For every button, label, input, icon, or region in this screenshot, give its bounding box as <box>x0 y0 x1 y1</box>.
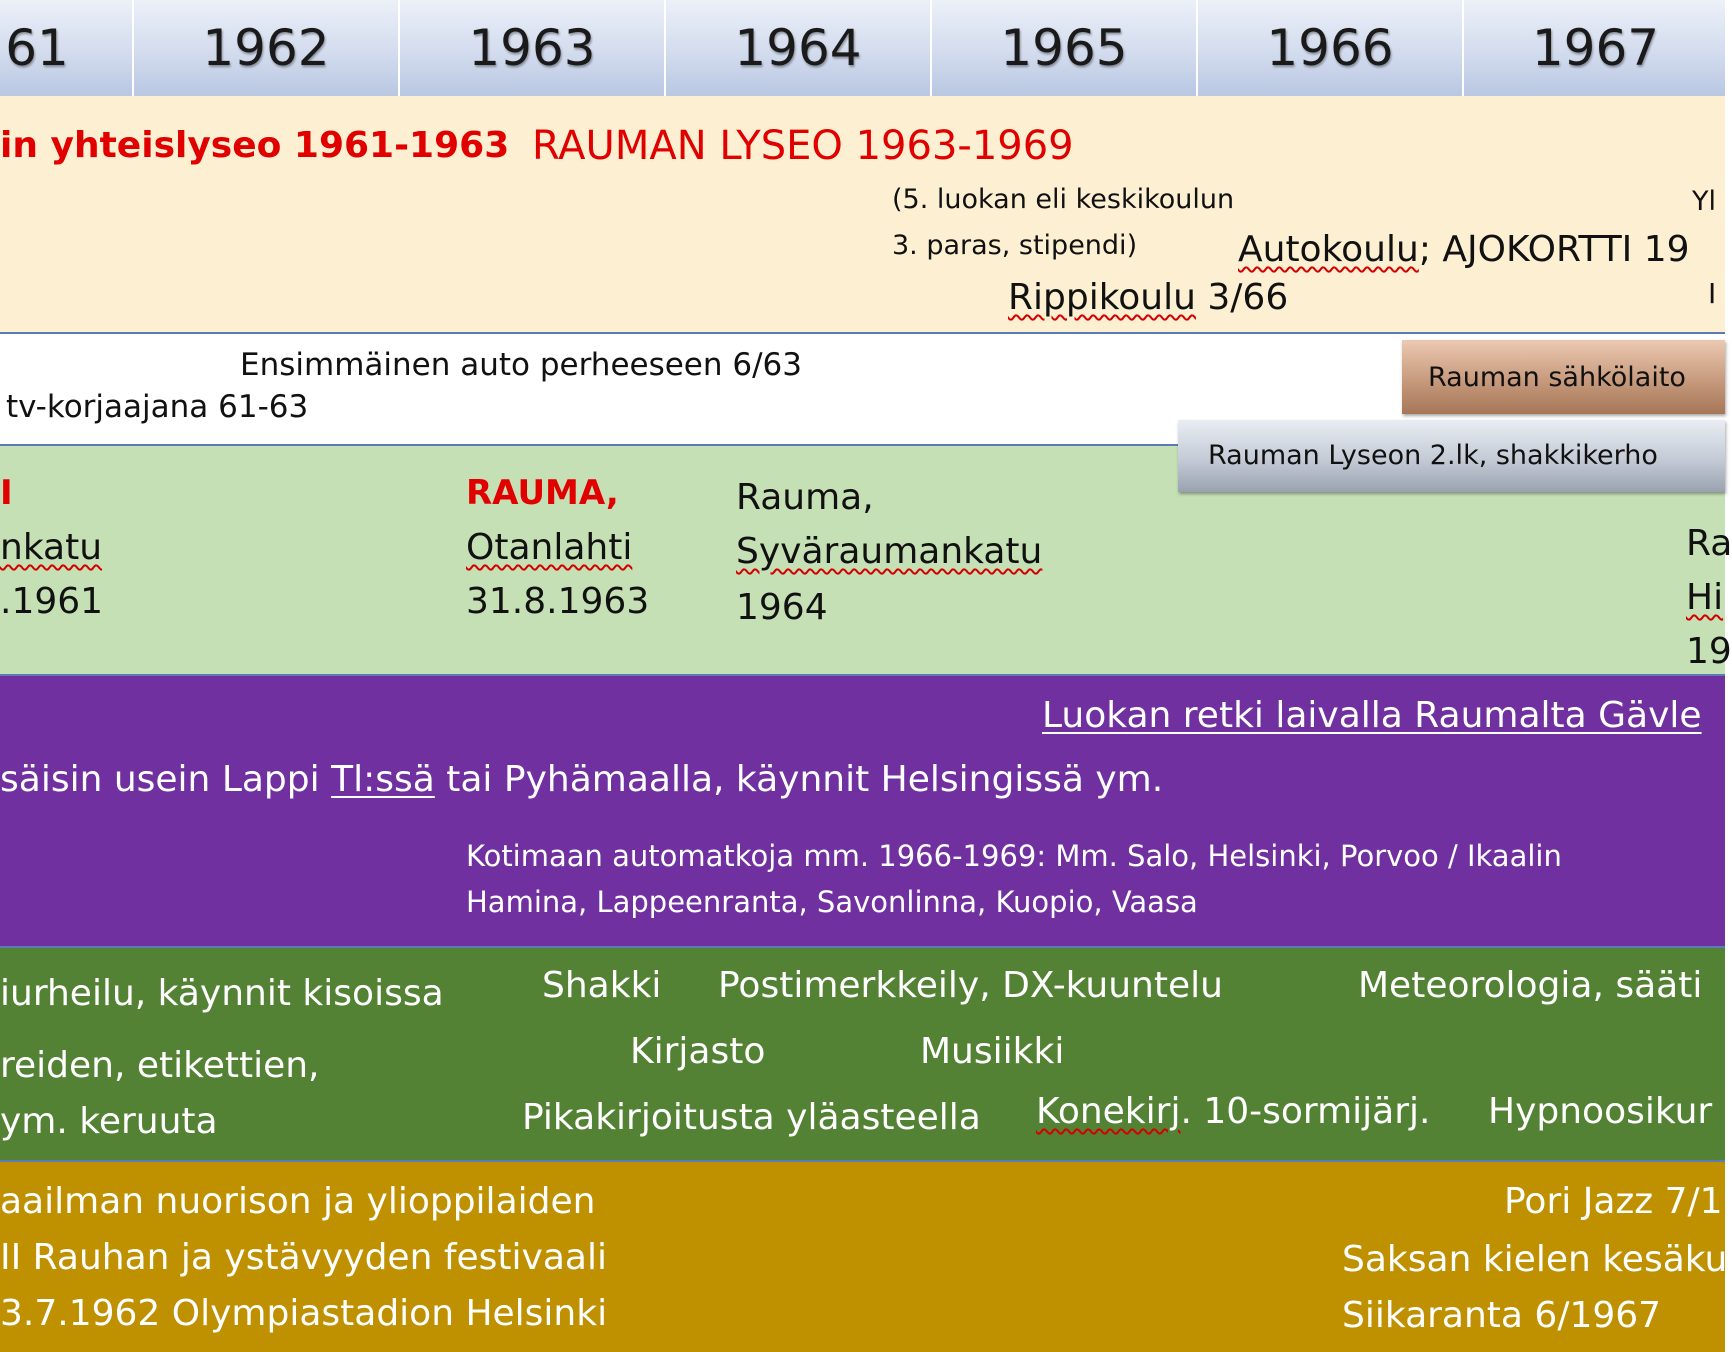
festival-line2: II Rauhan ja ystävyyden festivaali <box>0 1237 607 1278</box>
year-cell-1965 <box>930 0 1196 96</box>
german-course-line1: Saksan kielen kesäku <box>1342 1239 1728 1280</box>
holidays-tl: Tl:ssä <box>331 759 435 800</box>
stipend-note-line1: (5. luokan eli keskikoulun <box>892 184 1235 215</box>
ylioppilas-fragment: Yl <box>1692 186 1716 217</box>
year-label: 1965 <box>1000 19 1128 77</box>
pori-jazz-label: Pori Jazz 7/1 <box>1504 1181 1723 1222</box>
typing-label <box>1036 1091 1431 1132</box>
year-label: 1966 <box>1266 19 1394 77</box>
collecting-line2: ym. keruuta <box>0 1101 218 1142</box>
class-trip-link[interactable]: Luokan retki laivalla Raumalta Gävle <box>1042 695 1702 736</box>
tv-repair-label: tv-korjaajana 61-63 <box>6 389 309 425</box>
lyseo-label: RAUMAN LYSEO 1963-1969 <box>532 123 1074 169</box>
rippikoulu-word: Rippikoulu <box>1008 277 1196 318</box>
year-cell-1963 <box>398 0 664 96</box>
year-cell-1961 <box>0 0 132 96</box>
year-header-row <box>0 0 1725 98</box>
home-right-line1: Ra <box>1686 523 1732 564</box>
chess-label: Shakki <box>542 965 662 1006</box>
domestic-trips-line2: Hamina, Lappeenranta, Savonlinna, Kuopio, Vaasa <box>466 885 1198 919</box>
year-cell-1966 <box>1196 0 1462 96</box>
home-left-date: .1961 <box>0 581 104 622</box>
shorthand-label: Pikakirjoitusta yläasteella <box>522 1097 981 1138</box>
year-label: 1964 <box>734 19 862 77</box>
home-otanlahti-date: 31.8.1963 <box>466 581 650 622</box>
hypnosis-label: Hypnoosikur <box>1488 1091 1713 1132</box>
holidays-prefix: säisin usein Lappi <box>0 759 332 800</box>
year-label: 1962 <box>202 19 330 77</box>
meteorology-label: Meteorologia, sääti <box>1358 965 1703 1006</box>
home-right-line2: Hi <box>1686 577 1724 618</box>
home-rauma-label: RAUMA, <box>466 473 619 513</box>
home-year-1964: 1964 <box>736 587 828 628</box>
home-rauma2: Rauma, <box>736 477 874 518</box>
year-label: 61 <box>5 19 69 77</box>
typing-rest: . 10-sormijärj. <box>1180 1091 1431 1132</box>
driving-license-label <box>1238 229 1690 270</box>
chess-club-label: Rauman Lyseon 2.lk, shakkikerho <box>1208 440 1658 471</box>
festival-line3: 3.7.1962 Olympiastadion Helsinki <box>0 1293 608 1334</box>
holidays-suffix: tai Pyhämaalla, käynnit Helsingissä ym. <box>434 759 1164 800</box>
german-course-line2: Siikaranta 6/1967 <box>1342 1295 1662 1336</box>
year-label: 1963 <box>468 19 596 77</box>
home-right-line3: 19 <box>1686 631 1732 672</box>
year-cell-1964 <box>664 0 930 96</box>
library-label: Kirjasto <box>630 1031 766 1072</box>
year-cell-1967 <box>1462 0 1727 96</box>
stamps-label: Postimerkkeily, DX-kuuntelu <box>718 965 1223 1006</box>
confirmation-label <box>1008 277 1289 318</box>
music-label: Musiikki <box>920 1031 1065 1072</box>
electric-utility-label: Rauman sähkölaito <box>1428 362 1686 393</box>
year-label: 1967 <box>1531 19 1660 77</box>
sports-label: iurheilu, käynnit kisoissa <box>0 973 444 1014</box>
chess-club-box <box>1178 420 1725 492</box>
home-otanlahti: Otanlahti <box>466 527 633 568</box>
home-syvaraumankatu: Syväraumankatu <box>736 531 1043 572</box>
electric-utility-box <box>1402 340 1725 414</box>
year-cell-1962 <box>132 0 398 96</box>
typing-word: Konekirj <box>1036 1091 1181 1132</box>
first-car-label: Ensimmäinen auto perheeseen 6/63 <box>240 347 802 383</box>
previous-school-label: in yhteislyseo 1961-1963 <box>0 125 510 166</box>
festival-line1: aailman nuorison ja ylioppilaiden <box>0 1181 596 1222</box>
home-left-edge-mark: I <box>0 473 13 513</box>
stipend-note-line2: 3. paras, stipendi) <box>892 230 1138 261</box>
home-left-street: nkatu <box>0 527 103 568</box>
collecting-line1: reiden, etikettien, <box>0 1045 320 1086</box>
autokoulu-word: Autokoulu <box>1238 229 1419 270</box>
domestic-trips-line1: Kotimaan automatkoja mm. 1966-1969: Mm. Salo, Helsinki, Porvoo / Ikaalin <box>466 839 1562 873</box>
rippikoulu-date: 3/66 <box>1195 277 1289 318</box>
school-edge-mark: I <box>1708 277 1717 310</box>
holidays-label <box>0 759 1164 800</box>
ajokortti-text: ; AJOKORTTI 19 <box>1418 229 1690 270</box>
